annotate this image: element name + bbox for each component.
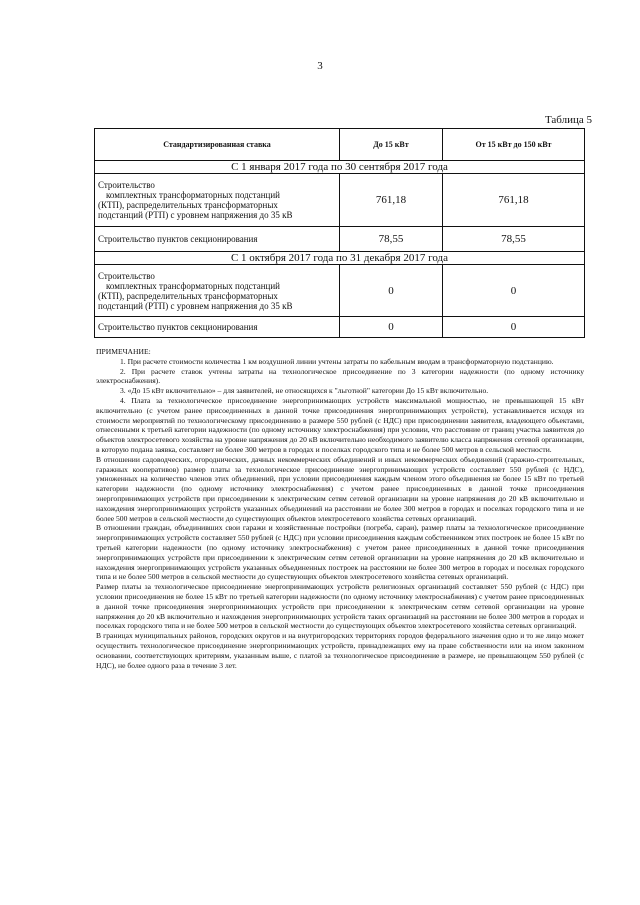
row-label [95,174,340,227]
value-cell: 0 [340,265,443,317]
value-cell: 0 [443,265,585,317]
value-cell: 761,18 [443,174,585,227]
label-line: комплектных трансформаторных подстанций [106,280,280,291]
note-paragraph: Размер платы за технологическое присоединение энергопринимающих устройств религиозных организаций составляет 550 рублей (с НДС) при условии присоединения не более 15 кВт по третьей категории надежности (по одному источнику электроснабжения) с учетом ранее присоединенных в данной точке присоединения энергопринимающих устройств при присоединении к электрическим сетям сетевой организации на уровне напряжения до 20 кВ включительно и нахождения энергопринимающих устройств таких организаций на расстоянии не более 300 метров в городах и поселках городского типа и не более 500 метров в сельской местности до существующих объектов электросетевого хозяйства сетевых организаций. [96,582,584,631]
table-row [95,265,585,317]
value-cell: 0 [340,317,443,338]
value-cell: 0 [443,317,585,338]
notes-section [96,347,584,670]
period-row [95,252,585,265]
label-line: (КТП), распределительных трансформаторных [98,290,278,301]
header-up-to-15kw: До 15 кВт [340,129,443,161]
note-paragraph: В отношении граждан, объединивших свои гаражи и хозяйственные постройки (погреба, сараи), размер платы за технологическое присоединение энергопринимающих устройств составляет 550 рублей (с НДС) при условии присоединения каждым собственником этих построек не более 15 кВт по третьей категории надежности (по одному источнику электроснабжения) с учетом ранее присоединенных в данной точке присоединения энергопринимающих устройств при присоединении к электрическим сетям сетевой организации на уровне напряжения до 20 кВ включительно и нахождения энергопринимающих устройств указанных объединенных построек на расстоянии не более 300 метров в городах и поселках городского типа и не более 500 метров в сельской местности до существующих объектов электросетевого хозяйства сетевых организаций. [96,523,584,582]
table-row [95,174,585,227]
period-row [95,161,585,174]
label-line: (КТП), распределительных трансформаторных [98,200,278,210]
notes-title: ПРИМЕЧАНИЕ: [96,347,151,356]
table-header-row [95,129,585,161]
period-label: С 1 января 2017 года по 30 сентября 2017 года [95,161,585,174]
row-label: Строительство пунктов секционирования [95,317,340,338]
note-item: 3. «До 15 кВт включительно» – для заявителей, не относящихся к "льготной" категории До 15 кВт включительно. [120,386,489,396]
note-paragraph: В границах муниципальных районов, городских округов и на внутригородских территориях городов федерального значения одно и то же лицо может осуществить технологическое присоединение энергопринимающих устройств, принадлежащих ему на праве собственности или на ином законном основании, соответствующих критериям, указанным выше, с платой за технологическое присоединение в размере, не превышающем 550 рублей (с НДС), не более одного раза в течение 3 лет. [96,631,584,670]
page-number: 3 [317,60,323,72]
header-rate: Стандартизированная ставка [95,129,340,161]
rate-table [94,128,585,338]
note-item: 2. При расчете ставок учтены затраты на технологическое присоединение по 3 категории надежности (по одному источнику электроснабжения). [96,366,584,386]
note-paragraph: В отношении садоводческих, огороднических, дачных некоммерческих объединений и иных некоммерческих объединений (гаражно-строительных, гаражных кооперативов) размер платы за технологическое присоединение энергопринимающих устройств составляет 550 рублей (с НДС), умноженных на количество членов этих объединений, при условии присоединения каждым членом этого объединения не более 15 кВт по третьей категории надежности (по одному источнику электроснабжения) с учетом ранее присоединенных в данной точке присоединения энергопринимающих устройств при присоединении к электрическим сетям сетевой организации на уровне напряжения до 20 кВ включительно и нахождения энергопринимающих устройств указанных объединений на расстоянии не более 300 метров в городах и поселках городского типа и не более 500 метров в сельской местности до существующих объектов электросетевого хозяйства сетевых организаций. [96,454,584,523]
label-line: подстанций (РТП) с уровнем напряжения до 35 кВ [98,300,293,311]
label-line: Строительство [98,180,155,190]
table-row [95,227,585,252]
table-row [95,317,585,338]
period-label: С 1 октября 2017 года по 31 декабря 2017 года [95,252,585,265]
note-item: 1. При расчете стоимости количества 1 км воздушной линии учтены затраты по кабельным вводам в трансформаторную подстанцию. [120,356,554,366]
note-item: 4. Плата за технологическое присоединение энергопринимающих устройств максимальной мощностью, не превышающей 15 кВт включительно (с учетом ранее присоединенных в данной точке присоединения энергопринимающих устройств), устанавливается исходя из стоимости мероприятий по технологическому присоединению в размере 550 рублей (с НДС) при присоединении заявителя, владеющего объектами, отнесенными к третьей категории надежности (по одному источнику электроснабжения) при условии, что расстояние от границ участка заявителя до объектов электросетевого хозяйства на уровне напряжения до 20 кВ включительно необходимого заявителю класса напряжения сетевой организации, в которую подана заявка, составляет не более 300 метров в городах и поселках городского типа и не более 500 метров в сельской местности. [96,395,584,454]
value-cell: 78,55 [340,227,443,252]
label-line: подстанций (РТП) с уровнем напряжения до 35 кВ [98,210,293,220]
header-15-to-150kw: От 15 кВт до 150 кВт [443,129,585,161]
value-cell: 761,18 [340,174,443,227]
row-label: Строительство пунктов секционирования [95,227,340,252]
table-caption: Таблица 5 [544,114,592,126]
label-line: Строительство [98,270,155,281]
row-label [95,265,340,317]
label-line: комплектных трансформаторных подстанций [106,190,280,200]
value-cell: 78,55 [443,227,585,252]
